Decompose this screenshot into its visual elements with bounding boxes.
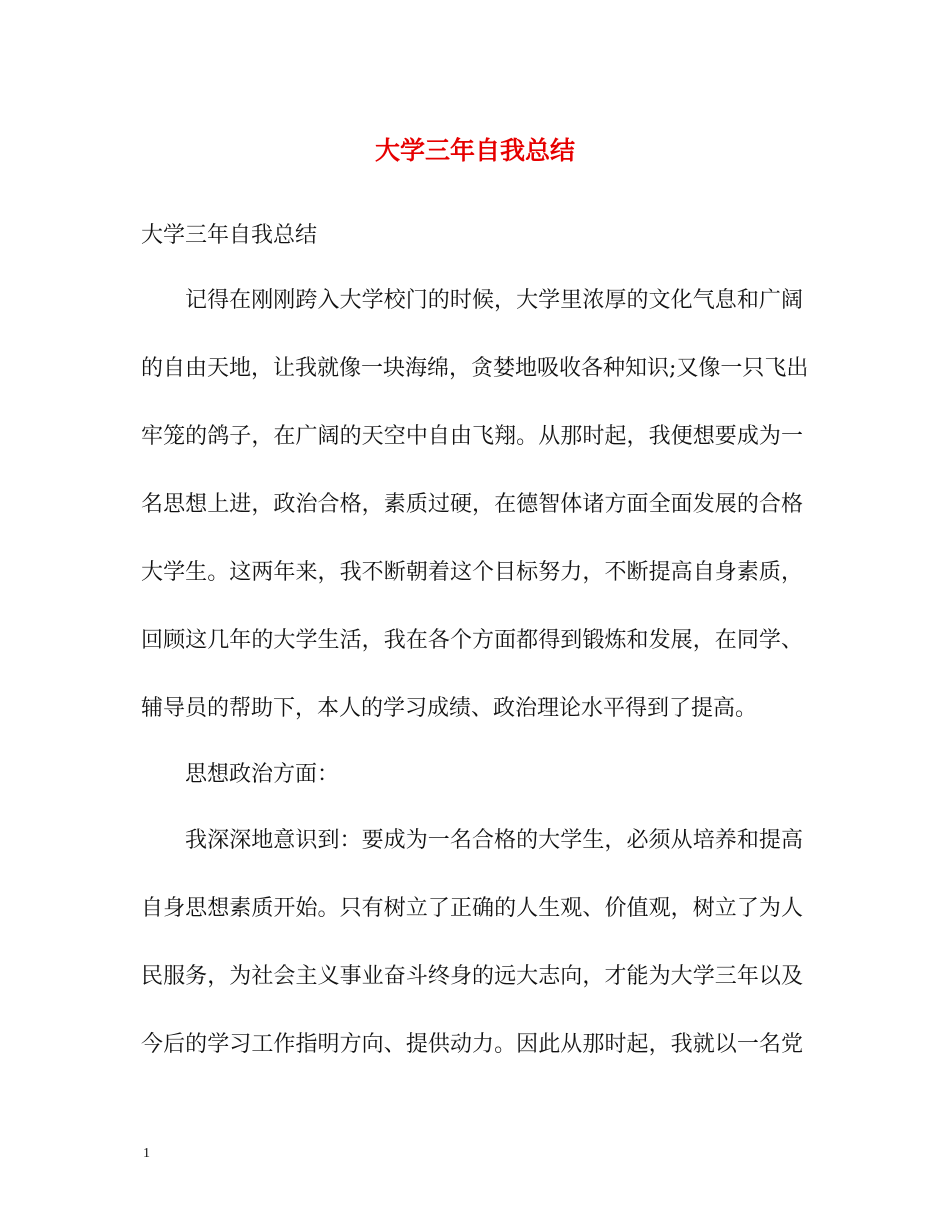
paragraph-line-7: 辅导员的帮助下，本人的学习成绩、政治理论水平得到了提高。 bbox=[141, 696, 758, 721]
paragraph-line-9: 自身思想素质开始。只有树立了正确的人生观、价值观，树立了为人 bbox=[141, 896, 803, 921]
paragraph-line-10: 民服务，为社会主义事业奋斗终身的远大志向，才能为大学三年以及 bbox=[141, 964, 803, 989]
paragraph-line-11: 今后的学习工作指明方向、提供动力。因此从那时起，我就以一名党 bbox=[141, 1032, 803, 1057]
document-title: 大学三年自我总结 bbox=[374, 136, 575, 165]
paragraph-line-6: 回顾这几年的大学生活，我在各个方面都得到锻炼和发展，在同学、 bbox=[141, 628, 803, 653]
paragraph-line-4: 名思想上进，政治合格，素质过硬，在德智体诸方面全面发展的合格 bbox=[141, 492, 803, 517]
paragraph-line-3: 牢笼的鸽子，在广阔的天空中自由飞翔。从那时起，我便想要成为一 bbox=[141, 424, 803, 449]
paragraph-line-1: 记得在刚刚跨入大学校门的时候，大学里浓厚的文化气息和广阔 bbox=[185, 288, 803, 313]
document-subtitle: 大学三年自我总结 bbox=[141, 223, 318, 248]
paragraph-line-5: 大学生。这两年来，我不断朝着这个目标努力，不断提高自身素质， bbox=[141, 560, 803, 585]
page-number: 1 bbox=[143, 1146, 150, 1161]
paragraph-line-2: 的自由天地，让我就像一块海绵，贪婪地吸收各种知识;又像一只飞出 bbox=[141, 356, 809, 381]
paragraph-line-8: 我深深地意识到：要成为一名合格的大学生，必须从培养和提高 bbox=[185, 828, 803, 853]
section-heading: 思想政治方面： bbox=[185, 762, 340, 787]
